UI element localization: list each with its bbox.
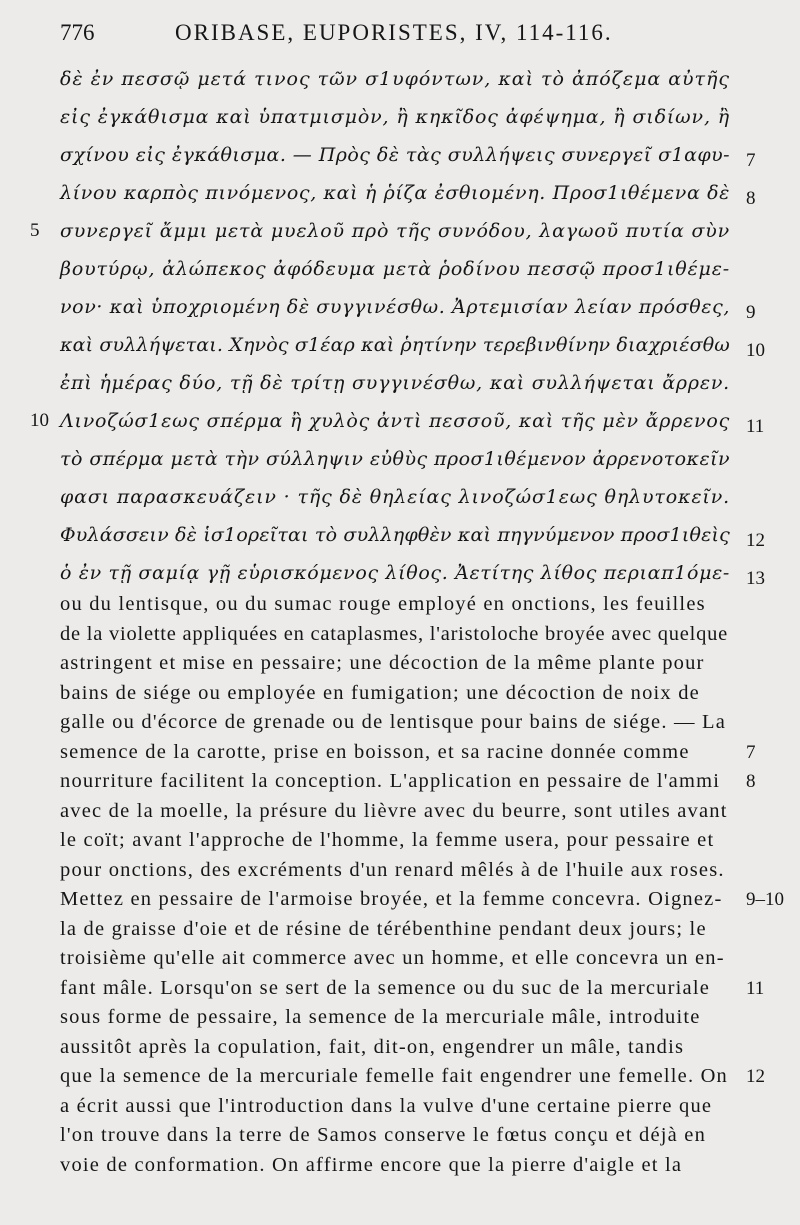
line-text: λίνου καρπὸς πινόμενος, καὶ ἡ ῥίζα ἐσθιομένη. Προσ1ιθέμενα δὲ — [60, 182, 730, 204]
line-text: fant mâle. Lorsqu'on se sert de la semence ou du suc de la mercuriale — [60, 976, 711, 999]
line-number-marker: 5 — [30, 220, 40, 241]
line-text: Φυλάσσειν δὲ ἱσ1ορεῖται τὸ συλληφθὲν καὶ πηγνύμενον προσ1ιθεὶς — [60, 524, 730, 546]
line-text: ou du lentisque, ou du sumac rouge employé en onctions, les feuilles — [60, 593, 706, 615]
page-header — [60, 20, 620, 50]
line-text: sous forme de pessaire, la semence de la mercuriale mâle, introduite — [60, 1006, 701, 1028]
text-line — [60, 1062, 765, 1092]
section-number-marker: 8 — [746, 771, 756, 792]
text-line — [60, 98, 750, 136]
text-line — [60, 679, 750, 709]
text-line — [60, 1092, 750, 1122]
text-line — [60, 708, 750, 738]
section-number-marker: 11 — [746, 416, 765, 437]
line-text: ἐπὶ ἡμέρας δύο, τῇ δὲ τρίτῃ συγγινέσθω, καὶ συλλήψεται ἄρρεν. — [60, 372, 730, 394]
text-line — [60, 590, 750, 620]
text-line — [60, 915, 750, 945]
section-number-marker: 9–10 — [746, 889, 784, 910]
text-line — [60, 60, 750, 98]
line-text: a écrit aussi que l'introduction dans la vulve d'une certaine pierre que — [60, 1094, 713, 1117]
line-text: συνεργεῖ ἄμμι μετὰ μυελοῦ πρὸ τῆς συνόδου, λαγωοῦ πυτία σὺν — [60, 220, 730, 242]
section-number-marker: 12 — [746, 530, 765, 551]
text-line — [60, 826, 750, 856]
text-line — [60, 885, 784, 915]
text-line — [60, 944, 750, 974]
line-text: pour onctions, des excréments d'un renard mêlés à de l'huile aux roses. — [60, 858, 725, 881]
page-number: 776 — [60, 20, 95, 45]
section-number-marker: 12 — [746, 1066, 765, 1087]
text-line — [60, 326, 765, 364]
line-text: la de graisse d'oie et de résine de térébenthine pendant deux jours; le — [60, 917, 707, 940]
section-number-marker: 13 — [746, 568, 765, 589]
text-line — [60, 1151, 750, 1181]
line-text: καὶ συλλήψεται. Χηνὸς σ1έαρ καὶ ῥητίνην τερεβινθίνην διαχριέσθω — [60, 334, 730, 356]
line-text: τὸ σπέρμα μετὰ τὴν σύλληψιν εὐθὺς προσ1ιθέμενον ἀρρενοτοκεῖν — [60, 448, 730, 470]
line-text: de la violette appliquées en cataplasmes, l'aristoloche broyée avec quelque — [60, 622, 728, 645]
line-text: le coït; avant l'approche de l'homme, la femme usera, pour pessaire et — [60, 829, 715, 851]
section-number-marker: 7 — [746, 150, 756, 171]
line-text: avec de la moelle, la présure du lièvre avec du beurre, sont utiles avant — [60, 799, 728, 822]
line-text: βουτύρῳ, ἀλώπεκος ἀφόδευμα μετὰ ῥοδίνου πεσσῷ προσ1ιθέμε- — [60, 258, 730, 280]
line-text: δὲ ἐν πεσσῷ μετά τινος τῶν σ1υφόντων, καὶ τὸ ἀπόζεμα αὐτῆς — [60, 68, 730, 90]
text-line — [60, 136, 756, 174]
text-line — [60, 620, 750, 650]
line-text: νον· καὶ ὑποχριομένη δὲ συγγινέσθω. Ἀρτεμισίαν λείαν πρόσθες, — [60, 296, 730, 318]
line-text: ὁ ἐν τῇ σαμίᾳ γῇ εὑρισκόμενος λίθος. Ἀετίτης λίθος περιαπ1όμε- — [60, 562, 730, 584]
text-line — [60, 767, 756, 797]
line-text: semence de la carotte, prise en boisson, et sa racine donnée comme — [60, 740, 690, 763]
section-number-marker: 11 — [746, 977, 765, 999]
text-line — [60, 1003, 750, 1033]
text-line — [60, 554, 765, 592]
line-text: φασι παρασκευάζειν · τῆς δὲ θηλείας λινοζώσ1εως θηλυτοκεῖν. — [60, 486, 730, 508]
running-head: ORIBASE, EUPORISTES, IV, 114-116. — [175, 20, 613, 45]
line-text: que la semence de la mercuriale femelle fait engendrer une femelle. On — [60, 1065, 728, 1087]
line-text: galle ou d'écorce de grenade ou de lentisque pour bains de siége. — La — [60, 711, 727, 733]
line-number-marker: 10 — [30, 410, 49, 431]
line-text: troisième qu'elle ait commerce avec un homme, et elle concevra un en- — [60, 947, 725, 969]
text-line — [60, 516, 765, 554]
text-line — [60, 440, 750, 478]
section-number-marker: 9 — [746, 302, 756, 323]
greek-text-block — [30, 60, 765, 592]
line-text: nourriture facilitent la conception. L'application en pessaire de l'ammi — [60, 770, 721, 792]
text-line — [60, 288, 756, 326]
text-line — [30, 212, 750, 250]
text-line — [60, 250, 750, 288]
line-text: σχίνου εἰς ἐγκάθισμα. — Πρὸς δὲ τὰς συλλήψεις συνεργεῖ σ1αφυ- — [60, 144, 730, 166]
section-number-marker: 8 — [746, 188, 756, 209]
text-line — [60, 797, 750, 827]
text-line — [60, 738, 756, 768]
text-line — [60, 1033, 750, 1063]
text-line — [60, 974, 765, 1004]
line-text: bains de siége ou employée en fumigation; une décoction de noix de — [60, 681, 700, 704]
french-translation-block — [60, 590, 784, 1180]
text-line — [60, 856, 750, 886]
line-text: astringent et mise en pessaire; une décoction de la même plante pour — [60, 652, 705, 674]
line-text: l'on trouve dans la terre de Samos conserve le fœtus conçu et déjà en — [60, 1124, 707, 1146]
line-text: εἰς ἐγκάθισμα καὶ ὑπατμισμὸν, ἢ κηκῖδος ἀφέψημα, ἢ σιδίων, ἢ — [60, 106, 730, 128]
section-number-marker: 7 — [746, 741, 756, 763]
line-text: aussitôt après la copulation, fait, dit-on, engendrer un mâle, tandis — [60, 1035, 685, 1058]
section-number-marker: 10 — [746, 340, 765, 361]
text-line — [60, 478, 750, 516]
text-line — [30, 402, 765, 440]
line-text: Mettez en pessaire de l'armoise broyée, et la femme concevra. Oignez- — [60, 888, 723, 910]
text-line — [60, 1121, 750, 1151]
line-text: Λινοζώσ1εως σπέρμα ἢ χυλὸς ἀντὶ πεσσοῦ, καὶ τῆς μὲν ἄρρενος — [60, 410, 730, 432]
text-line — [60, 174, 756, 212]
text-line — [60, 649, 750, 679]
line-text: voie de conformation. On affirme encore que la pierre d'aigle et la — [60, 1153, 683, 1176]
text-line — [60, 364, 750, 402]
